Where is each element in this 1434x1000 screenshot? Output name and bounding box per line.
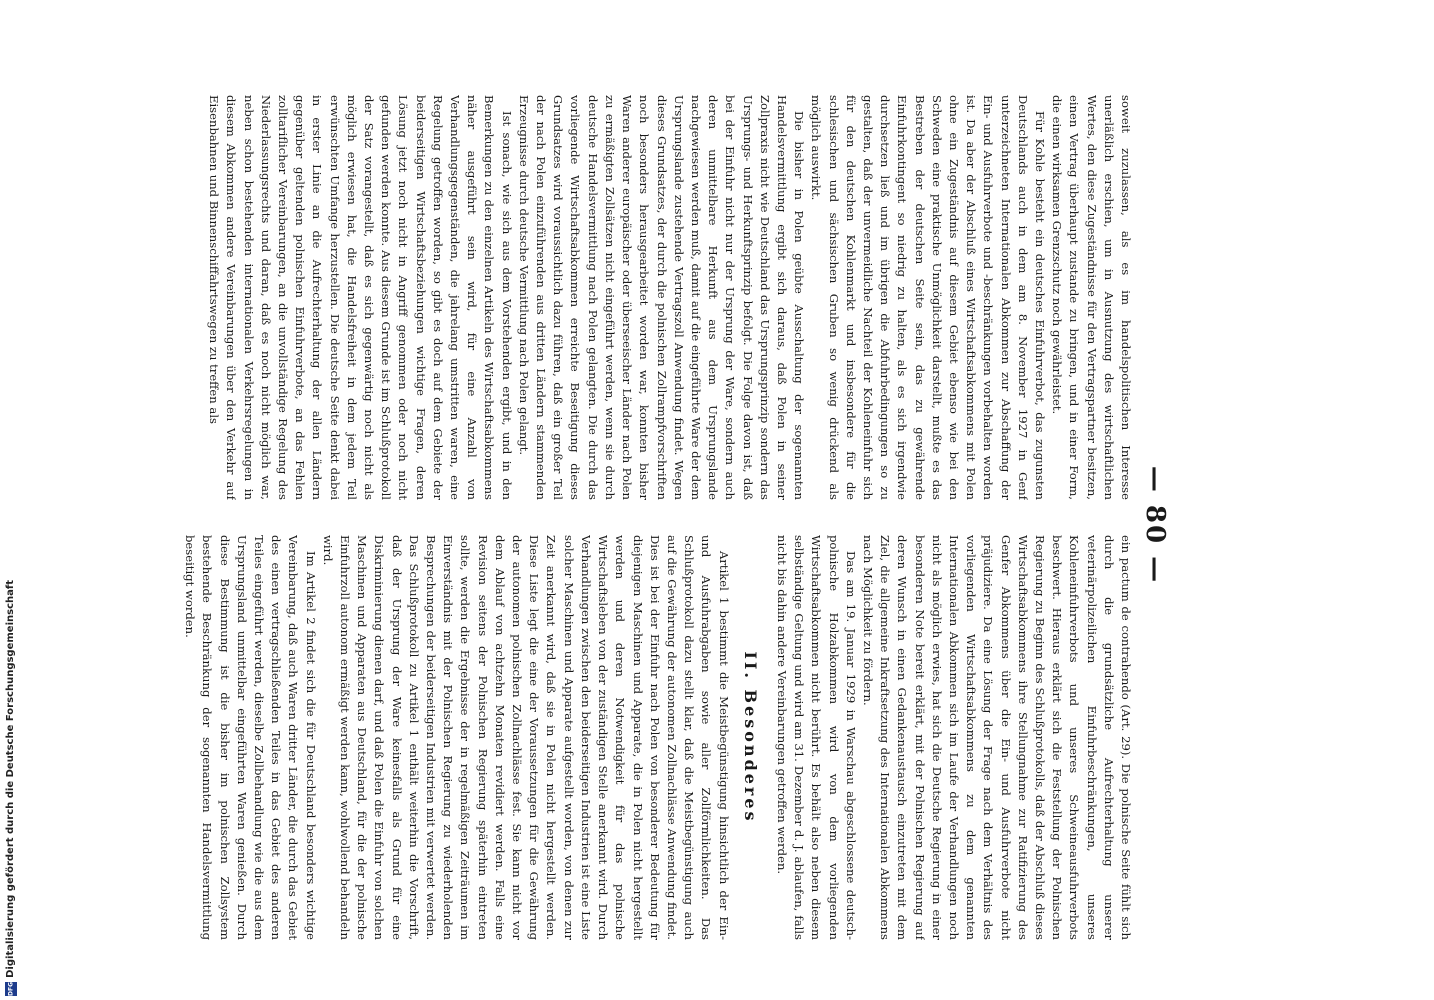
paragraph: Die bisher in Polen geübte Ausschaltung der sogenannten Handelsvermittlung ergibt sich daraus, daß Polen in seiner Zollpraxis nicht wie Deutschland das Ursprungsprinzip sondern das Ursprungs- und Herkunftsprinzip befolgt. Die Folge davon ist, daß bei der Einfuhr nicht nur der Ursprung der Ware, sondern auch deren unmittelbare Herkunft aus dem Ursprungslande nachgewiesen werden muß, damit auf die eingeführte Ware der dem Ursprungslande zustehende Vertragszoll Anwendung findet. Wegen dieses Grundsatzes, der durch die polnischen Zollrampfvorschriften noch besonders herausgearbeitet worden war, konnten bisher Waren anderer europäischer oder überseeischer Länder nach Polen zu ermäßigten Zollsätzen nicht eingeführt werden, wenn sie durch deutsche Handelsvermittlung nach Polen gelangten. Die durch das vorliegende Wirtschaftsabkommen erreichte Beseitigung dieses Grundsatzes wird voraussichtlich dazu führen, daß ein großer Teil der nach Polen einzuführenden aus dritten Ländern stammenden Erzeugnisse durch deutsche Vermittlung nach Polen gelangt. xyxy=(516,95,807,500)
left-column xyxy=(124,95,1134,500)
section-heading: II. Besonderes xyxy=(740,651,760,824)
paragraph: ein pactum de contrahendo (Art. 29). Die polnische Seite fühlt sich durch die grundsätzliche Aufrechterhaltung unserer veterinärpolizeilichen Einfuhrbeschränkungen, unseres Kohleneinfuhrverbots und unseres Schweineausfuhrverbots beschwert. Hieraus erklärt sich die Feststellung der Polnischen Regierung zu Beginn des Schlußprotokolls, daß der Abschluß dieses Wirtschaftsabkommens ihre Stellungnahme zur Ratifizierung des Genfer Abkommens über die Ein- und Ausfuhrverbote nicht präjudiziere. Da eine Lösung der Frage nach dem Verhältnis des vorliegenden Wirtschaftsabkommens zu dem genannten Internationalen Abkommen sich im Laufe der Verhandlungen noch nicht als möglich erwies, hat sich die Deutsche Regierung in einer besonderen Note bereit erklärt, mit der Polnischen Regierung auf deren Wunsch in einen Gedankenaustausch einzutreten mit dem Ziel, die allgemeine Inkraftsetzung des Internationalen Abkommens nach Möglichkeit zu fördern. xyxy=(860,535,1133,940)
paragraph: Artikel 1 bestimmt die Meistbegünstigung hinsichtlich der Ein- und Ausfuhrabgaben sowie aller Zollförmlichkeiten. Das Schlußprotokoll dazu stellt klar, daß die Meistbegünstigung auch auf die Gewährung der autonomen Zollnachlässe Anwendung findet. Dies ist bei der Einfuhr nach Polen von besonderer Bedeutung für diejenigen Maschinen und Apparate, die in Polen nicht hergestellt werden und deren Notwendigkeit für das polnische Wirtschaftsleben von der zuständigen Stelle anerkannt wird. Durch Verhandlungen zwischen den beiderseitigen Industrien ist eine Liste solcher Maschinen und Apparate aufgestellt worden, von denen zur Zeit anerkannt wird, daß sie in Polen nicht hergestellt werden. Diese Liste legt die eine der Voraussetzungen für die Gewährung der autonomen polnischen Zollnachlässe fest. Sie kann nicht vor dem Ablauf von achtzehn Monaten revidiert werden. Falls eine Revision seitens der Polnischen Regierung späterhin eintreten sollte, werden die Ergebnisse der in regelmäßigen Zeiträumen im Einverständnis mit der Polnischen Regierung zu wiederholenden Besprechungen der beiderseitigen Industrien mit verwertet werden. Das Schlußprotokoll zu Artikel 1 enthält weiterhin die Vorschrift, daß der Ursprung der Ware keinesfalls als Grund für eine Diskriminierung dienen darf, und daß Polen die Einfuhr von solchen Maschinen und Apparaten aus Deutschland, für die der polnische Einfuhrzoll autonom ermäßigt werden kann, wohlwollend behandeln wird. xyxy=(320,535,731,940)
document-page xyxy=(110,95,1170,955)
dfg-logo-icon: DFG xyxy=(5,982,17,996)
paragraph: soweit zuzulassen, als es im handelspolitischen Interesse unerläßlich erschien, um in Ausnutzung des wirtschaftlichen Wertes, den diese Zugeständnisse für den Vertragspartner besitzen, einen Vertrag überhaupt zustande zu bringen, und in einer Form, die einen wirksamen Grenzschutz noch gewährleistet. xyxy=(1050,95,1133,500)
paragraph: Im Artikel 2 findet sich die für Deutschland besonders wichtige Vereinbarung, daß auch Waren dritter Länder, die durch das Gebiet des einen vertragschließenden Teiles in das Gebiet des anderen Teiles eingeführt werden, dieselbe Zollbehandlung wie die aus dem Ursprungsland unmittelbar eingeführten Waren genießen. Durch diese Bestimmung ist die bisher im polnischen Zollsystem bestehende Beschränkung der sogenannten Handelsvermittlung beseitigt worden. xyxy=(183,535,318,940)
paragraph: Ist sonach, wie sich aus dem Vorstehenden ergibt, und in den Bemerkungen zu den einzelnen Artikeln des Wirtschaftsabkommens näher ausgeführt sein wird, für eine Anzahl von Verhandlungsgegenständen, die jahrelang umstritten waren, eine Regelung getroffen worden, so gibt es doch auf dem Gebiete der beiderseitigen Wirtschaftsbeziehungen wichtige Fragen, deren Lösung jetzt noch nicht in Angriff genommen oder noch nicht gefunden werden konnte. Aus diesem Grunde ist im Schlußprotokoll der Satz vorangestellt, daß es sich gegenwärtig noch nicht als möglich erwiesen hat, die Handelsfreiheit in dem jedem Teil erwünschten Umfange herzustellen. Die deutsche Seite denkt dabei in erster Linie an die Aufrechterhaltung der allen Ländern gegenüber geltenden polnischen Einfuhrverbote, an das Fehlen zolltariflicher Vereinbarungen, an die unvollständige Regelung des Niederlassungsrechts und daran, daß es noch nicht möglich war, neben schon bestehenden internationalen Verkehrsregelungen in diesem Abkommen andere Vereinbarungen über den Verkehr auf Eisenbahnen und Binnenschiffahrtswegen zu treffen als xyxy=(207,95,514,500)
paragraph: Für Kohle besteht ein deutsches Einfuhrverbot, das zugunsten Deutschlands auch in dem am 8. November 1927 in Genf unterzeichneten Internationalen Abkommen zur Abschaffung der Ein- und Ausfuhrverbote und -beschränkungen vorbehalten worden ist. Da aber der Abschluß eines Wirtschaftsabkommens mit Polen ohne ein Zugeständnis auf diesem Gebiet ebenso wie bei den Schweden eine praktische Unmöglichkeit darstellt, mußte es das Bestreben der deutschen Seite sein, das zu gewährende Einfuhrkontingent so niedrig zu halten, als es sich irgendwie durchsetzen ließ und im übrigen die Abfuhrbedingungen so zu gestalten, daß der unvermeidliche Nachteil der Kohleneinfuhr sich für den deutschen Kohlenmarkt und insbesondere für die schlesischen und sächsischen Gruben so wenig drückend als möglich auswirkt. xyxy=(809,95,1047,500)
digitization-credit xyxy=(2,0,18,1000)
credit-text: Digitalisierung gefördert durch die Deutsche Forschungsgemeinschaft xyxy=(5,580,16,978)
paragraph: Das am 19. Januar 1929 in Warschau abgeschlossene deutsch-polnische Holzabkommen wird von dem vorliegenden Wirtschaftsabkommen nicht berührt. Es behält also neben diesem selbständige Geltung und wird am 31. Dezember d. J. ablaufen, falls nicht bis dahin andere Vereinbarungen getroffen werden. xyxy=(774,535,858,940)
page-number: — 80 — xyxy=(1140,465,1170,585)
right-column xyxy=(124,535,1134,940)
